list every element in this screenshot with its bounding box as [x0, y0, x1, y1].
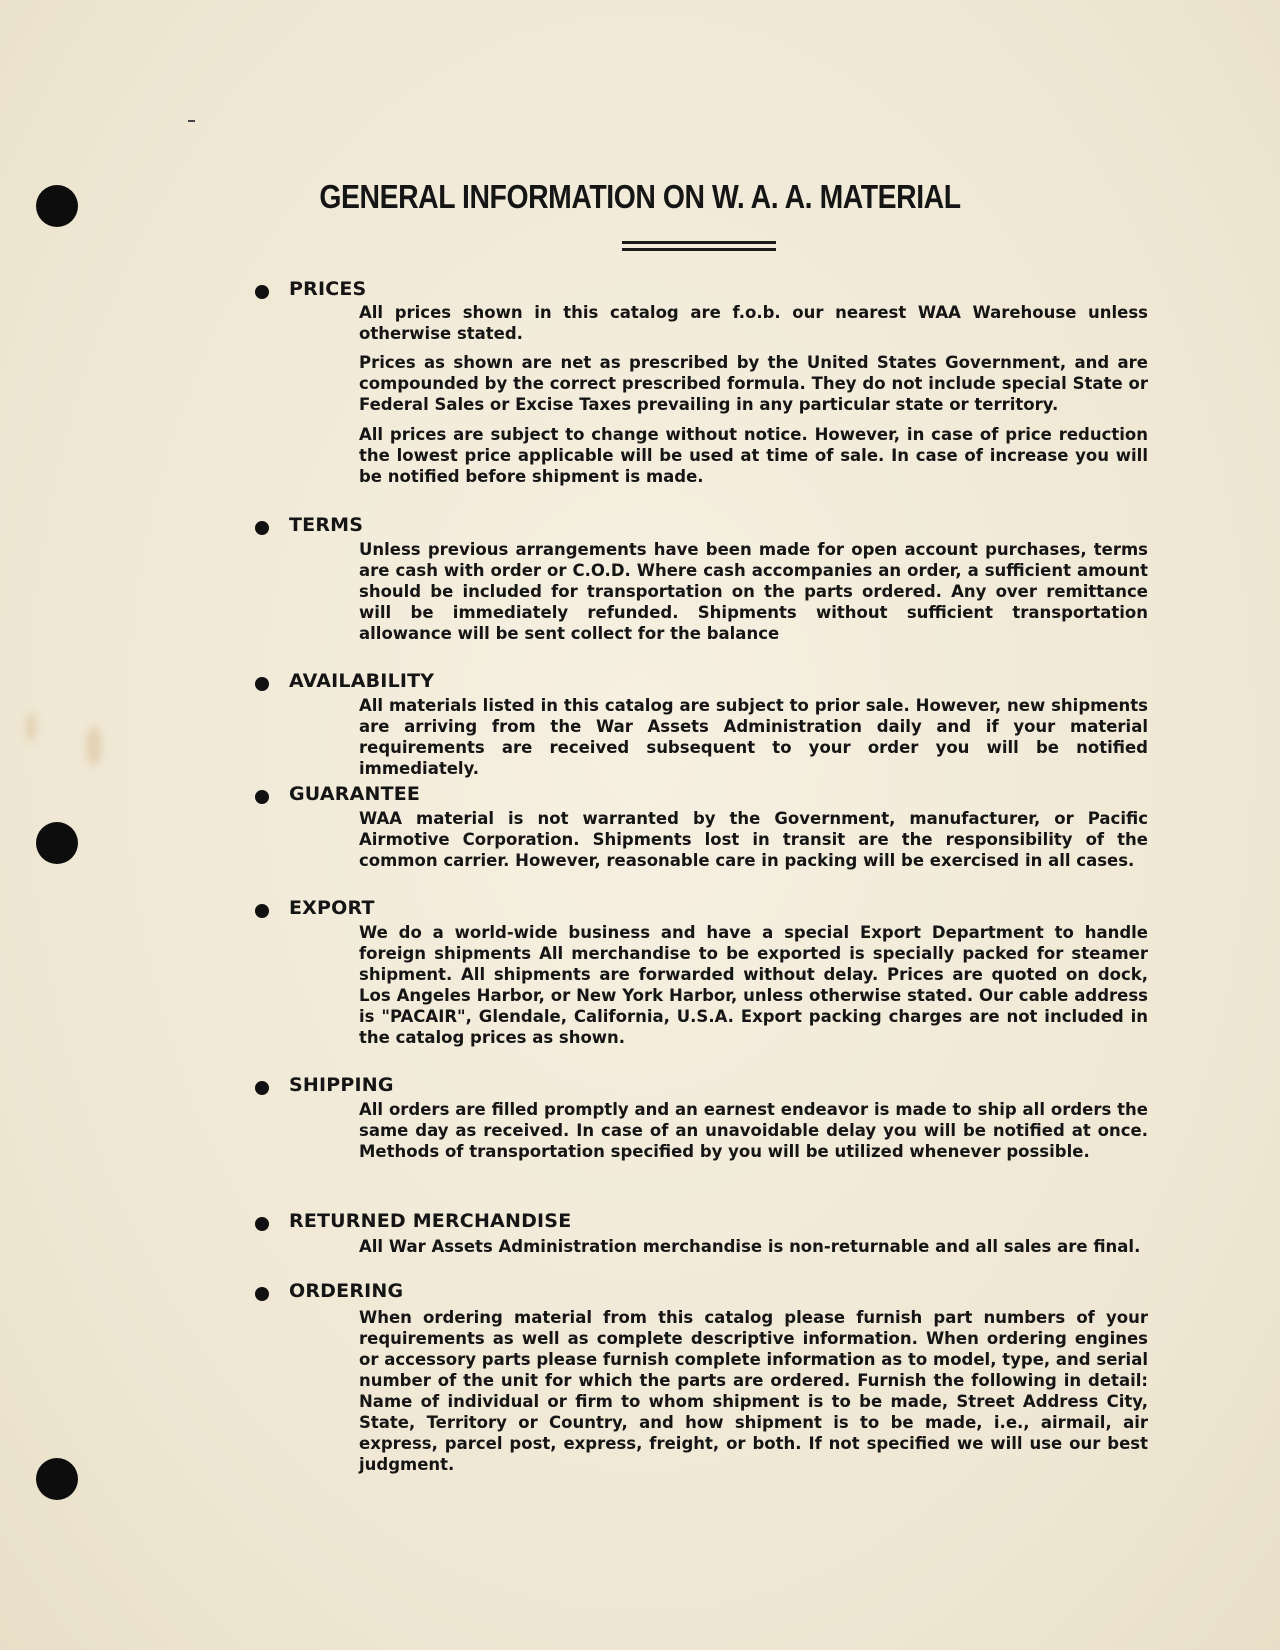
page-title: GENERAL INFORMATION ON W. A. A. MATERIAL	[319, 178, 961, 215]
section-paragraph: All prices shown in this catalog are f.o.b. our nearest WAA Warehouse unless otherwise stated.	[359, 303, 1148, 343]
section-heading: ORDERING	[289, 1280, 404, 1302]
section-heading: EXPORT	[289, 897, 375, 919]
title-rule-bottom	[622, 248, 776, 251]
margin-mark	[188, 120, 195, 122]
section-heading: PRICES	[289, 278, 367, 300]
section-paragraph: All orders are filled promptly and an earnest endeavor is made to ship all orders the same day as received. In case of an unavoidable delay you will be notified at once. Methods of transportation specified by you will be utilized whenever possible.	[359, 1100, 1148, 1161]
bullet-icon	[255, 677, 269, 691]
bullet-icon	[255, 1081, 269, 1095]
bullet-icon	[255, 790, 269, 804]
section-heading: GUARANTEE	[289, 783, 421, 805]
section-heading: RETURNED MERCHANDISE	[289, 1210, 572, 1232]
bullet-icon	[255, 1287, 269, 1301]
section-paragraph: All War Assets Administration merchandise is non-returnable and all sales are final.	[359, 1237, 1141, 1256]
section-paragraph: All prices are subject to change without notice. However, in case of price reduction the lowest price applicable will be used at time of sale. In case of increase you will be notified before shipment is made.	[359, 425, 1148, 486]
binder-hole-middle	[36, 822, 78, 864]
bullet-icon	[255, 285, 269, 299]
section-paragraph: Unless previous arrangements have been made for open account purchases, terms are cash with order or C.O.D. Where cash accompanies an order, a sufficient amount should be included for transportation on the parts ordered. Any over remittance will be immediately refunded. Shipments without sufficient transportation allowance will be sent collect for the balance	[359, 540, 1148, 643]
title-rule-top	[622, 241, 776, 244]
paper-stain	[86, 726, 102, 766]
bullet-icon	[255, 904, 269, 918]
section-heading: TERMS	[289, 514, 364, 536]
bullet-icon	[255, 521, 269, 535]
section-paragraph: All materials listed in this catalog are subject to prior sale. However, new shipments are arriving from the War Assets Administration daily and if your material requirements are received subsequent to your order you will be notified immediately.	[359, 696, 1148, 778]
bullet-icon	[255, 1217, 269, 1231]
section-paragraph: We do a world-wide business and have a special Export Department to handle foreign shipments All merchandise to be exported is specially packed for steamer shipment. All shipments are forwarded without delay. Prices are quoted on dock, Los Angeles Harbor, or New York Harbor, unless otherwise stated. Our cable address is "PACAIR", Glendale, California, U.S.A. Export packing charges are not included in the catalog prices as shown.	[359, 923, 1148, 1047]
binder-hole-top	[36, 185, 78, 227]
paper-stain	[26, 712, 36, 742]
section-paragraph: WAA material is not warranted by the Government, manufacturer, or Pacific Airmotive Corporation. Shipments lost in transit are the responsibility of the common carrier. However, reasonable care in packing will be exercised in all cases.	[359, 809, 1148, 870]
section-paragraph: Prices as shown are net as prescribed by the United States Government, and are compounded by the correct prescribed formula. They do not include special State or Federal Sales or Excise Taxes prevailing in any particular state or territory.	[359, 353, 1148, 414]
binder-hole-bottom	[36, 1458, 78, 1500]
section-heading: AVAILABILITY	[289, 670, 435, 692]
section-heading: SHIPPING	[289, 1074, 394, 1096]
section-paragraph: When ordering material from this catalog please furnish part numbers of your requirements as well as complete descriptive information. When ordering engines or accessory parts please furnish complete information as to model, type, and serial number of the unit for which the parts are ordered. Furnish the following in detail: Name of individual or firm to whom shipment is to be made, Street Address City, State, Territory or Country, and how shipment is to be made, i.e., airmail, air express, parcel post, express, freight, or both. If not specified we will use our best judgment.	[359, 1308, 1148, 1474]
